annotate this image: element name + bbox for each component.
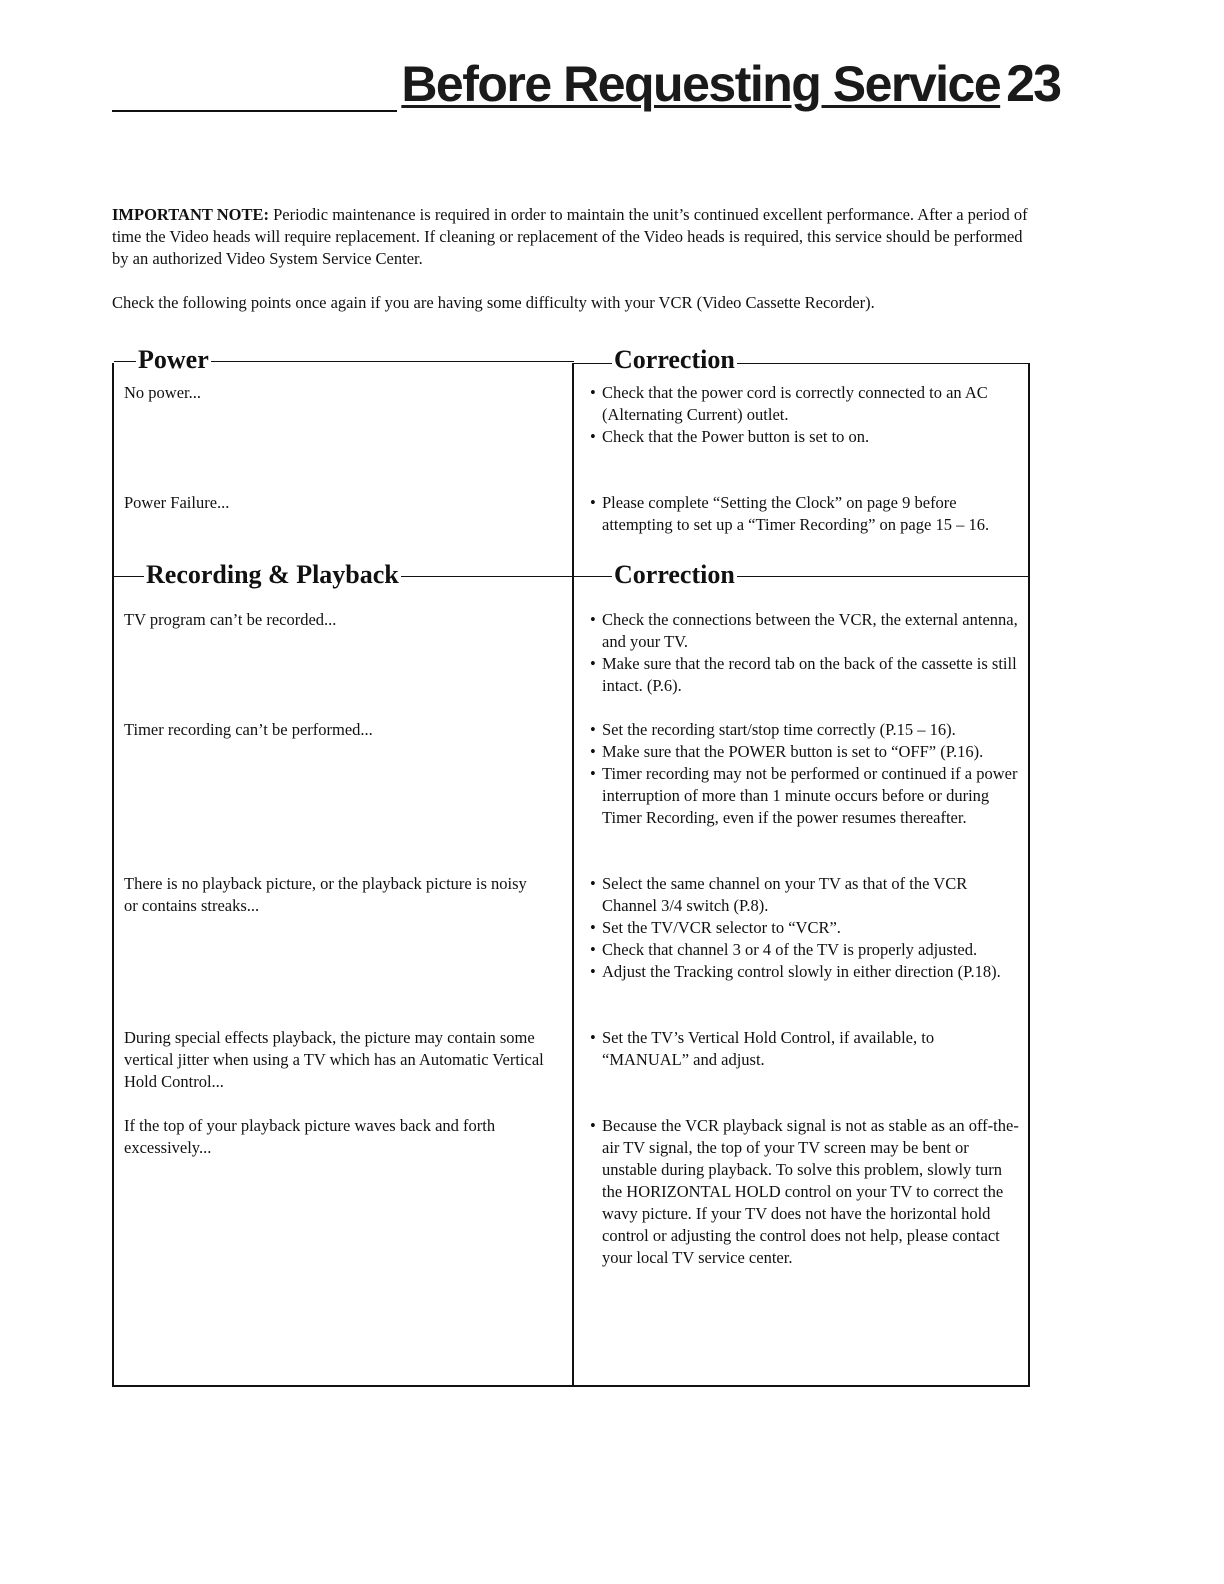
problem-no-playback-picture: There is no playback picture, or the playback picture is noisy or contains streaks... bbox=[124, 874, 527, 915]
correction-item: • Timer recording may not be performed or continued if a power interruption of more than 1 minute occurs before or during Timer Recording, even if the power resumes thereafter. bbox=[590, 763, 1024, 829]
check-points-text: Check the following points once again if you are having some difficulty with your VCR (Video Cassette Recorder). bbox=[112, 293, 875, 312]
correction-power-failure bbox=[590, 492, 1024, 536]
recording-correction-heading: Correction bbox=[614, 560, 735, 589]
correction-item: • Make sure that the POWER button is set to “OFF” (P.16). bbox=[590, 741, 1024, 763]
correction-item: • Select the same channel on your TV as that of the VCR Channel 3/4 switch (P.8). bbox=[590, 873, 1024, 917]
page-title-text: Before Requesting Service bbox=[401, 56, 1001, 112]
important-note bbox=[112, 204, 1042, 270]
correction-item: • Set the TV’s Vertical Hold Control, if available, to “MANUAL” and adjust. bbox=[590, 1027, 1024, 1071]
problem-no-power: No power... bbox=[124, 383, 201, 402]
correction-no-playback-picture bbox=[590, 873, 1024, 983]
page-title bbox=[397, 52, 1060, 116]
important-note-text: Periodic maintenance is required in order to maintain the unit’s continued excellent performance. After a period of time the Video heads will require replacement. If cleaning or replacement of the Video heads is required, this service should be performed by an authorized Video System Service Center. bbox=[112, 205, 1028, 268]
correction-no-power bbox=[590, 382, 1024, 448]
correction-item: • Because the VCR playback signal is not as stable as an off-the-air TV signal, the top of your TV screen may be bent or unstable during playback. To solve this problem, slowly turn the HORIZONTAL HOLD control on your TV to correct the wavy picture. If your TV does not have the horizontal hold control or adjusting the control does not help, please contact your local TV service center. bbox=[590, 1115, 1024, 1269]
power-correction-heading: Correction bbox=[614, 345, 735, 374]
page-number: 23 bbox=[1006, 55, 1060, 113]
power-heading: Power bbox=[138, 345, 209, 374]
problem-special-effects: During special effects playback, the picture may contain some vertical jitter when using a TV which has an Automatic Vertical Hold Control... bbox=[124, 1028, 544, 1091]
problem-tv-program: TV program can’t be recorded... bbox=[124, 610, 337, 629]
correction-timer-recording bbox=[590, 719, 1024, 829]
important-note-label: IMPORTANT NOTE: bbox=[112, 205, 269, 224]
correction-tv-program bbox=[590, 609, 1024, 697]
correction-item: • Set the TV/VCR selector to “VCR”. bbox=[590, 917, 1024, 939]
correction-item: • Make sure that the record tab on the back of the cassette is still intact. (P.6). bbox=[590, 653, 1024, 697]
correction-item: • Check that the Power button is set to on. bbox=[590, 426, 1024, 448]
correction-item: • Check that channel 3 or 4 of the TV is properly adjusted. bbox=[590, 939, 1024, 961]
correction-item: • Please complete “Setting the Clock” on page 9 before attempting to set up a “Timer Recording” on page 15 – 16. bbox=[590, 492, 1024, 536]
correction-picture-waves bbox=[590, 1115, 1024, 1269]
correction-item: • Set the recording start/stop time correctly (P.15 – 16). bbox=[590, 719, 1024, 741]
correction-item: • Check the connections between the VCR, the external antenna, and your TV. bbox=[590, 609, 1024, 653]
problem-timer-recording: Timer recording can’t be performed... bbox=[124, 720, 373, 739]
troubleshooting-table bbox=[112, 345, 1030, 1387]
correction-special-effects bbox=[590, 1027, 1024, 1071]
correction-item: • Adjust the Tracking control slowly in either direction (P.18). bbox=[590, 961, 1024, 983]
recording-playback-heading: Recording & Playback bbox=[146, 560, 399, 589]
problem-power-failure: Power Failure... bbox=[124, 493, 230, 512]
problem-picture-waves: If the top of your playback picture waves back and forth excessively... bbox=[124, 1116, 496, 1157]
column-divider bbox=[572, 363, 574, 1385]
page-header bbox=[112, 52, 1064, 124]
correction-item: • Check that the power cord is correctly connected to an AC (Alternating Current) outlet. bbox=[590, 382, 1024, 426]
